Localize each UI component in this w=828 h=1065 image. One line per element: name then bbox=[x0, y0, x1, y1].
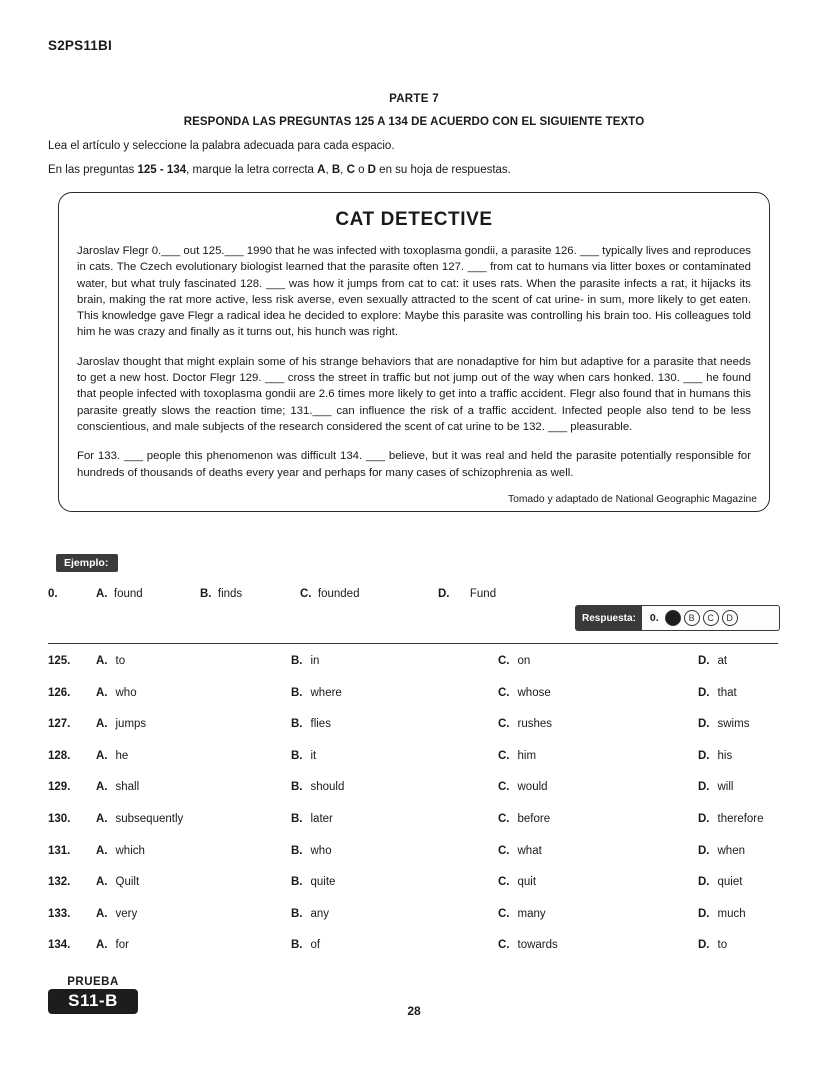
question-number: 130. bbox=[48, 812, 71, 825]
question-number: 129. bbox=[48, 781, 71, 794]
option-text: at bbox=[717, 655, 728, 667]
question-option-d[interactable] bbox=[698, 750, 732, 762]
option-letter: B. bbox=[291, 939, 303, 952]
question-row bbox=[48, 876, 788, 908]
option-letter: C. bbox=[498, 812, 510, 825]
option-text: will bbox=[717, 781, 734, 794]
option-letter: D. bbox=[698, 844, 710, 857]
option-letter: A. bbox=[96, 876, 108, 889]
option-letter: A. bbox=[96, 686, 108, 699]
option-text: many bbox=[517, 907, 546, 920]
option-letter: D. bbox=[698, 686, 710, 699]
option-letter: D. bbox=[698, 718, 710, 731]
answer-bubble-a[interactable]: A bbox=[665, 610, 681, 626]
option-letter: D. bbox=[698, 876, 710, 889]
question-option-d[interactable] bbox=[698, 845, 745, 857]
option-text: rushes bbox=[517, 718, 553, 731]
option-text: flies bbox=[310, 718, 331, 731]
question-option-b[interactable] bbox=[291, 687, 342, 699]
question-number: 128. bbox=[48, 749, 71, 762]
question-option-a[interactable] bbox=[96, 718, 146, 730]
option-letter: B. bbox=[291, 907, 303, 920]
question-option-c[interactable] bbox=[498, 750, 536, 762]
question-row bbox=[48, 687, 788, 719]
option-letter: A. bbox=[96, 939, 108, 952]
example-option-c-letter: C. bbox=[300, 588, 312, 600]
example-number: 0. bbox=[48, 588, 58, 600]
option-text: swims bbox=[717, 718, 750, 731]
option-letter: A. bbox=[96, 749, 108, 762]
option-text: when bbox=[717, 844, 745, 857]
test-badge-label: PRUEBA bbox=[67, 976, 119, 988]
option-letter: C. bbox=[498, 844, 510, 857]
question-option-a[interactable] bbox=[96, 813, 183, 825]
example-option-d[interactable] bbox=[438, 588, 496, 600]
question-option-a[interactable] bbox=[96, 750, 128, 762]
question-option-d[interactable] bbox=[698, 781, 733, 793]
option-letter: C. bbox=[498, 876, 510, 889]
option-text: quite bbox=[310, 876, 336, 889]
question-option-b[interactable] bbox=[291, 781, 344, 793]
question-option-a[interactable] bbox=[96, 781, 139, 793]
reading-paragraph-3: For 133. ___ people this phenomenon was difficult 134. ___ believe, but it was real and held the parasite potentially responsible for hundreds of thousands of deaths every year and perhaps for many cases of schizophrenia as well. bbox=[77, 450, 751, 479]
option-text: very bbox=[115, 907, 138, 920]
question-option-b[interactable] bbox=[291, 750, 316, 762]
question-row bbox=[48, 781, 788, 813]
example-tag: Ejemplo: bbox=[56, 554, 118, 572]
option-text: who bbox=[310, 844, 332, 857]
question-option-d[interactable] bbox=[698, 939, 727, 951]
option-letter: D. bbox=[698, 907, 710, 920]
question-option-c[interactable] bbox=[498, 655, 530, 667]
reading-passage-box bbox=[58, 192, 770, 512]
answer-number: 0. bbox=[649, 612, 659, 624]
question-option-c[interactable] bbox=[498, 908, 546, 920]
option-text: his bbox=[717, 749, 733, 762]
question-option-a[interactable] bbox=[96, 845, 145, 857]
reading-paragraph-1: Jaroslav Flegr 0.___ out 125.___ 1990 that he was infected with toxoplasma gondii, a parasite 126. ___ typically lives and reproduces in cats. The Czech evolutionary biologist learned that the parasite often 127. ___ from cat to humans via litter boxes or contaminated water, but what truly fascinated 128. ___ was how it jumps from cat to cat: it uses rats. When the parasite infects a rat, it hijacks its brain, making the rat more active, less risk averse, even sexually attracted to the scent of cat urine- in sum, more likely to get eaten. This knowledge gave Flegr a radical idea he decided to explore: Maybe this parasite was controlling his brain too. His colleagues told him he was crazy and finally as it turns out, his hunch was right. bbox=[77, 245, 751, 339]
instruction-comma-1: , bbox=[325, 164, 332, 176]
example-option-b-text: finds bbox=[217, 588, 243, 600]
question-option-c[interactable] bbox=[498, 939, 558, 951]
option-letter: B. bbox=[291, 844, 303, 857]
question-number: 131. bbox=[48, 844, 71, 857]
option-letter: B. bbox=[291, 781, 303, 794]
option-text: before bbox=[517, 812, 551, 825]
question-option-d[interactable] bbox=[698, 718, 749, 730]
option-text: it bbox=[310, 749, 317, 762]
question-option-d[interactable] bbox=[698, 687, 737, 699]
option-letter: C. bbox=[498, 939, 510, 952]
option-text: much bbox=[717, 907, 746, 920]
instruction-letter-d: D bbox=[367, 164, 376, 176]
option-letter: C. bbox=[498, 907, 510, 920]
instruction-or: o bbox=[354, 164, 368, 176]
option-letter: D. bbox=[698, 812, 710, 825]
question-option-c[interactable] bbox=[498, 687, 551, 699]
question-option-b[interactable] bbox=[291, 845, 332, 857]
page-number: 28 bbox=[407, 1004, 421, 1018]
option-letter: B. bbox=[291, 686, 303, 699]
option-text: in bbox=[310, 655, 320, 667]
instruction-comma-2: , bbox=[340, 164, 347, 176]
test-badge-code: S11-B bbox=[48, 989, 138, 1014]
question-option-a[interactable] bbox=[96, 655, 125, 667]
question-option-b[interactable] bbox=[291, 876, 335, 888]
instruction-mid: , marque la letra correcta bbox=[186, 164, 318, 176]
option-text: therefore bbox=[717, 812, 764, 825]
option-text: whose bbox=[517, 686, 551, 699]
question-option-a[interactable] bbox=[96, 687, 137, 699]
answer-example-box bbox=[575, 605, 780, 631]
option-text: any bbox=[310, 907, 330, 920]
question-option-d[interactable] bbox=[698, 876, 742, 888]
option-letter: C. bbox=[498, 686, 510, 699]
answer-label: Respuesta: bbox=[576, 606, 642, 630]
question-option-a[interactable] bbox=[96, 908, 137, 920]
option-text: that bbox=[717, 686, 737, 699]
option-text: to bbox=[115, 655, 126, 667]
question-number: 125. bbox=[48, 655, 71, 667]
option-text: him bbox=[517, 749, 537, 762]
option-letter: A. bbox=[96, 844, 108, 857]
option-text: later bbox=[310, 812, 333, 825]
question-row bbox=[48, 845, 788, 877]
reading-title: CAT DETECTIVE bbox=[335, 209, 493, 230]
option-text: for bbox=[115, 939, 129, 952]
question-option-c[interactable] bbox=[498, 845, 542, 857]
option-letter: D. bbox=[698, 655, 710, 667]
option-text: to bbox=[717, 939, 728, 952]
question-option-b[interactable] bbox=[291, 813, 333, 825]
option-letter: C. bbox=[498, 718, 510, 731]
question-option-c[interactable] bbox=[498, 781, 548, 793]
instruction-line-1: Lea el artículo y seleccione la palabra adecuada para cada espacio. bbox=[48, 140, 395, 152]
option-text: who bbox=[115, 686, 137, 699]
instruction-heading: RESPONDA LAS PREGUNTAS 125 A 134 DE ACUERDO CON EL SIGUIENTE TEXTO bbox=[183, 116, 645, 128]
example-option-c-text: founded bbox=[317, 588, 360, 600]
option-letter: B. bbox=[291, 876, 303, 889]
answer-bubble-d[interactable]: D bbox=[722, 610, 738, 626]
option-letter: D. bbox=[698, 781, 710, 794]
instruction-line-2 bbox=[48, 164, 511, 176]
example-option-b-letter: B. bbox=[200, 588, 212, 600]
question-row bbox=[48, 908, 788, 940]
reading-source: Tomado y adaptado de National Geographic Magazine bbox=[507, 494, 757, 505]
answer-bubble-c[interactable]: C bbox=[703, 610, 719, 626]
question-row bbox=[48, 939, 788, 971]
question-option-c[interactable] bbox=[498, 813, 550, 825]
option-text: he bbox=[115, 749, 129, 762]
example-option-a-text: found bbox=[113, 588, 143, 600]
instruction-letter-b: B bbox=[331, 164, 341, 176]
question-number: 134. bbox=[48, 939, 71, 952]
option-letter: C. bbox=[498, 655, 510, 667]
answer-bubble-b[interactable]: B bbox=[684, 610, 700, 626]
option-letter: D. bbox=[698, 939, 710, 952]
option-letter: C. bbox=[498, 749, 510, 762]
option-text: towards bbox=[517, 939, 558, 952]
option-text: shall bbox=[115, 781, 140, 794]
question-list bbox=[48, 655, 788, 971]
option-text: quit bbox=[517, 876, 537, 889]
option-letter: B. bbox=[291, 655, 303, 667]
option-letter: B. bbox=[291, 749, 303, 762]
option-text: what bbox=[517, 844, 542, 857]
option-text: on bbox=[517, 655, 531, 667]
option-letter: A. bbox=[96, 781, 108, 794]
option-text: should bbox=[310, 781, 345, 794]
question-option-a[interactable] bbox=[96, 876, 139, 888]
option-letter: C. bbox=[498, 781, 510, 794]
option-letter: D. bbox=[698, 749, 710, 762]
option-text: of bbox=[310, 939, 321, 952]
example-option-d-text: Fund bbox=[469, 588, 497, 600]
option-text: Quilt bbox=[115, 876, 140, 889]
question-number: 127. bbox=[48, 718, 71, 731]
instruction-letter-c: C bbox=[346, 164, 355, 176]
option-text: would bbox=[517, 781, 548, 794]
option-text: quiet bbox=[717, 876, 743, 889]
question-number: 126. bbox=[48, 686, 71, 699]
option-letter: B. bbox=[291, 812, 303, 825]
question-row bbox=[48, 750, 788, 782]
option-letter: B. bbox=[291, 718, 303, 731]
instruction-range: 125 - 134 bbox=[137, 164, 187, 176]
question-option-b[interactable] bbox=[291, 655, 319, 667]
option-text: subsequently bbox=[115, 812, 184, 825]
question-option-d[interactable] bbox=[698, 908, 746, 920]
question-option-d[interactable] bbox=[698, 813, 764, 825]
example-option-d-letter: D. bbox=[438, 588, 450, 600]
question-number: 133. bbox=[48, 907, 71, 920]
option-letter: A. bbox=[96, 907, 108, 920]
question-option-b[interactable] bbox=[291, 908, 329, 920]
example-option-b[interactable] bbox=[200, 588, 242, 600]
question-number: 132. bbox=[48, 876, 71, 889]
instruction-letter-a: A bbox=[317, 164, 326, 176]
option-text: which bbox=[115, 844, 145, 857]
section-divider bbox=[48, 643, 778, 644]
question-row bbox=[48, 813, 788, 845]
question-option-b[interactable] bbox=[291, 718, 331, 730]
question-option-c[interactable] bbox=[498, 718, 552, 730]
option-text: jumps bbox=[115, 718, 147, 731]
part-title: PARTE 7 bbox=[389, 93, 439, 105]
question-option-b[interactable] bbox=[291, 939, 320, 951]
option-letter: A. bbox=[96, 718, 108, 731]
option-text: where bbox=[310, 686, 342, 699]
question-row bbox=[48, 718, 788, 750]
example-option-a[interactable] bbox=[96, 588, 143, 600]
reading-paragraph-2: Jaroslav thought that might explain some of his strange behaviors that are nonadaptive for him but adaptive for a parasite that needs to get a new host. Doctor Flegr 129. ___ cross the street in traffic but not jump out of the way when cars honked. 130. ___ he found that people infected with toxoplasma gondii are 2.6 times more likely to get into a traffic accident. Flegr also found that in humans this parasite greatly slows the reaction time; 131.___ can influence the risk of a traffic accident. Infected people also tend to be less conscientious, and male subjects of the research considered the scent of cat urine to be 132. ___ pleasurable. bbox=[77, 355, 751, 433]
instruction-post: en su hoja de respuestas. bbox=[375, 164, 511, 176]
question-option-a[interactable] bbox=[96, 939, 129, 951]
document-code: S2PS11BI bbox=[48, 38, 112, 53]
question-option-d[interactable] bbox=[698, 655, 727, 667]
example-option-c[interactable] bbox=[300, 588, 359, 600]
instruction-pre: En las preguntas bbox=[48, 164, 138, 176]
example-option-a-letter: A. bbox=[96, 588, 108, 600]
question-row bbox=[48, 655, 788, 687]
question-option-c[interactable] bbox=[498, 876, 536, 888]
option-letter: A. bbox=[96, 655, 108, 667]
option-letter: A. bbox=[96, 812, 108, 825]
